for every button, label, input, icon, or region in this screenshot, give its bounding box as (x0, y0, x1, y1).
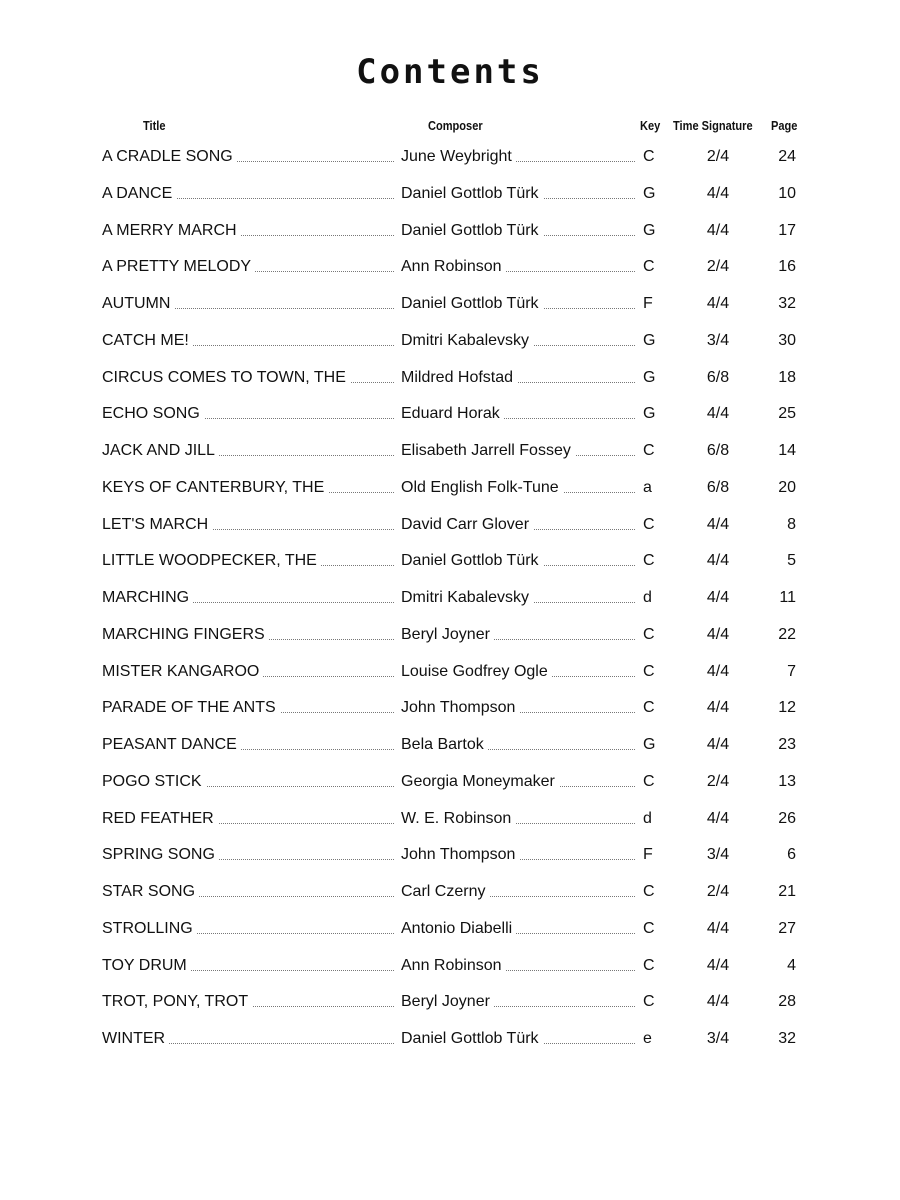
entry-page: 11 (779, 589, 796, 606)
header-time-signature: Time Signature (673, 118, 753, 133)
list-item (0, 508, 900, 545)
list-item (0, 618, 900, 655)
entry-key: C (643, 148, 655, 165)
entry-time-signature: 2/4 (706, 258, 730, 276)
entry-page: 30 (778, 331, 796, 349)
entry-time-signature: 4/4 (706, 809, 730, 827)
entry-key: G (643, 405, 656, 423)
entry-page: 10 (778, 184, 796, 202)
entry-time-signature: 4/4 (706, 736, 730, 753)
list-item (0, 581, 900, 618)
entry-page: 7 (787, 662, 796, 680)
entry-key: C (643, 552, 655, 570)
entry-time-signature: 3/4 (706, 331, 730, 349)
list-item (0, 949, 900, 986)
entry-composer: Daniel Gottlob Türk (401, 552, 543, 569)
entry-time-signature: 4/4 (706, 589, 730, 606)
entry-title: MARCHING (102, 589, 193, 606)
entry-time-signature: 2/4 (706, 772, 730, 790)
header-key: Key (640, 118, 661, 133)
entry-page: 8 (787, 515, 796, 533)
entry-page: 12 (778, 699, 796, 717)
entry-key: C (643, 258, 655, 276)
entry-title: SPRING SONG (102, 846, 219, 863)
entry-page: 32 (778, 295, 796, 312)
entry-key: G (643, 221, 656, 239)
entry-time-signature: 4/4 (706, 662, 730, 680)
list-item (0, 140, 900, 177)
entry-page: 32 (778, 1030, 796, 1047)
header-composer: Composer (428, 118, 483, 133)
entry-title: LET'S MARCH (102, 516, 212, 533)
entry-title: MISTER KANGAROO (102, 663, 263, 680)
entry-title: PEASANT DANCE (102, 736, 241, 753)
entry-title: LITTLE WOODPECKER, THE (102, 552, 321, 569)
entry-time-signature: 4/4 (706, 552, 730, 570)
entry-title: PARADE OF THE ANTS (102, 699, 280, 716)
entry-page: 16 (778, 258, 796, 276)
entry-composer: June Weybright (401, 148, 516, 165)
entry-key: C (643, 442, 655, 459)
entry-composer: Old English Folk-Tune (401, 479, 563, 496)
list-item (0, 544, 900, 581)
list-item (0, 177, 900, 214)
entry-key: G (643, 184, 656, 202)
entry-composer: Daniel Gottlob Türk (401, 1030, 543, 1047)
entry-time-signature: 2/4 (706, 883, 730, 900)
entry-time-signature: 6/8 (706, 478, 730, 496)
entry-key: e (643, 1030, 652, 1047)
entry-composer: Louise Godfrey Ogle (401, 663, 552, 680)
list-item (0, 250, 900, 287)
entry-key: F (643, 295, 653, 312)
entry-title: MARCHING FINGERS (102, 626, 269, 643)
entry-composer: Elisabeth Jarrell Fossey (401, 442, 575, 459)
entry-title: A MERRY MARCH (102, 222, 241, 239)
entry-page: 26 (778, 809, 796, 827)
entry-title: RED FEATHER (102, 810, 218, 827)
entry-page: 25 (778, 405, 796, 423)
entry-composer: Carl Czerny (401, 883, 489, 900)
entry-title: STAR SONG (102, 883, 199, 900)
entry-composer: Beryl Joyner (401, 626, 494, 643)
entry-composer: W. E. Robinson (401, 810, 515, 827)
list-item (0, 802, 900, 839)
entry-key: C (643, 625, 655, 643)
entry-composer: Georgia Moneymaker (401, 773, 559, 790)
entry-title: KEYS OF CANTERBURY, THE (102, 479, 328, 496)
entry-key: d (643, 809, 652, 827)
entry-composer: David Carr Glover (401, 516, 533, 533)
entry-title: STROLLING (102, 920, 197, 937)
entry-title: TOY DRUM (102, 957, 191, 974)
list-item (0, 397, 900, 434)
entry-key: C (643, 919, 655, 937)
entry-title: A CRADLE SONG (102, 148, 237, 165)
entry-composer: Ann Robinson (401, 957, 506, 974)
entry-page: 17 (778, 221, 796, 239)
entry-key: C (643, 699, 655, 717)
entry-time-signature: 4/4 (706, 405, 730, 423)
entry-composer: Ann Robinson (401, 258, 506, 275)
entry-key: C (643, 883, 655, 900)
entry-time-signature: 3/4 (706, 846, 730, 864)
header-title: Title (143, 118, 166, 133)
entry-page: 21 (778, 883, 796, 900)
entry-page: 13 (778, 772, 796, 790)
list-item (0, 287, 900, 324)
entry-page: 14 (778, 442, 796, 459)
entry-title: AUTUMN (102, 295, 174, 312)
page-title: Contents (356, 52, 544, 92)
entry-page: 4 (787, 956, 796, 974)
entry-title: TROT, PONY, TROT (102, 993, 252, 1010)
entry-key: G (643, 331, 656, 349)
list-item (0, 985, 900, 1022)
entry-time-signature: 4/4 (706, 956, 730, 974)
list-item (0, 912, 900, 949)
entry-time-signature: 6/8 (706, 442, 730, 459)
entry-title: CIRCUS COMES TO TOWN, THE (102, 369, 350, 386)
entry-key: G (643, 736, 656, 753)
contents-list (0, 140, 900, 1059)
entry-time-signature: 4/4 (706, 919, 730, 937)
entry-key: C (643, 993, 655, 1011)
entry-key: C (643, 515, 655, 533)
list-item (0, 361, 900, 398)
entry-page: 23 (778, 736, 796, 753)
entry-composer: John Thompson (401, 699, 519, 716)
list-item (0, 765, 900, 802)
entry-page: 22 (778, 625, 796, 643)
entry-time-signature: 4/4 (706, 515, 730, 533)
header-page: Page (771, 118, 798, 133)
entry-page: 28 (778, 993, 796, 1011)
entry-page: 24 (778, 148, 796, 165)
entry-composer: Daniel Gottlob Türk (401, 295, 543, 312)
entry-time-signature: 4/4 (706, 295, 730, 312)
entry-page: 18 (778, 368, 796, 386)
entry-key: F (643, 846, 653, 864)
entry-time-signature: 4/4 (706, 699, 730, 717)
entry-key: C (643, 772, 655, 790)
entry-time-signature: 6/8 (706, 368, 730, 386)
entry-title: WINTER (102, 1030, 169, 1047)
entry-key: C (643, 662, 655, 680)
entry-page: 5 (787, 552, 796, 570)
entry-composer: Antonio Diabelli (401, 920, 516, 937)
entry-composer: Daniel Gottlob Türk (401, 185, 543, 202)
entry-time-signature: 4/4 (706, 184, 730, 202)
entry-time-signature: 4/4 (706, 625, 730, 643)
entry-time-signature: 3/4 (706, 1030, 730, 1047)
entry-composer: Mildred Hofstad (401, 369, 517, 386)
entry-title: POGO STICK (102, 773, 206, 790)
entry-title: ECHO SONG (102, 405, 204, 422)
list-item (0, 214, 900, 251)
entry-page: 27 (778, 919, 796, 937)
entry-page: 20 (778, 478, 796, 496)
entry-key: d (643, 589, 652, 606)
list-item (0, 691, 900, 728)
entry-time-signature: 4/4 (706, 993, 730, 1011)
list-item (0, 728, 900, 765)
list-item (0, 434, 900, 471)
entry-key: a (643, 478, 652, 496)
list-item (0, 471, 900, 508)
list-item (0, 838, 900, 875)
entry-composer: Eduard Horak (401, 405, 504, 422)
list-item (0, 875, 900, 912)
entry-title: JACK AND JILL (102, 442, 219, 459)
entry-composer: Daniel Gottlob Türk (401, 222, 543, 239)
entry-page: 6 (787, 846, 796, 864)
list-item (0, 655, 900, 692)
entry-title: A DANCE (102, 185, 176, 202)
entry-time-signature: 2/4 (706, 148, 730, 165)
entry-key: G (643, 368, 656, 386)
entry-composer: Bela Bartok (401, 736, 488, 753)
entry-composer: Dmitri Kabalevsky (401, 332, 533, 349)
list-item (0, 324, 900, 361)
entry-composer: Dmitri Kabalevsky (401, 589, 533, 606)
entry-composer: Beryl Joyner (401, 993, 494, 1010)
entry-time-signature: 4/4 (706, 221, 730, 239)
entry-title: CATCH ME! (102, 332, 193, 349)
entry-title: A PRETTY MELODY (102, 258, 255, 275)
list-item (0, 1022, 900, 1059)
entry-key: C (643, 956, 655, 974)
entry-composer: John Thompson (401, 846, 519, 863)
